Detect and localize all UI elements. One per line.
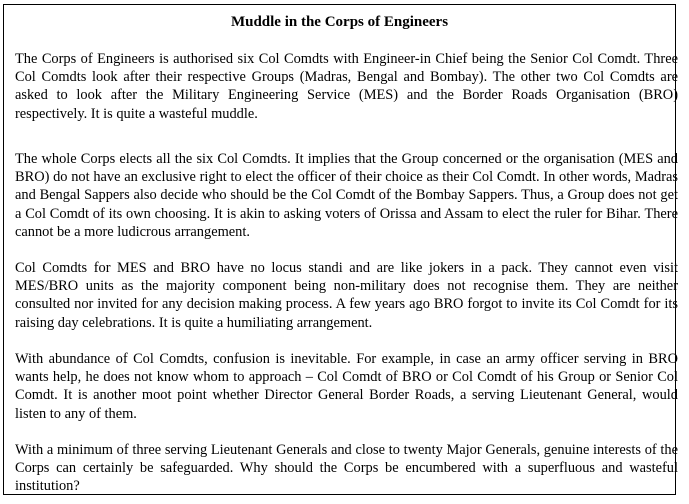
- article-title: Muddle in the Corps of Engineers: [230, 14, 449, 30]
- paragraph-5: With a minimum of three serving Lieutenant Generals and close to twenty Major Generals, genuine interests of the Corps can certainly be safeguarded. Why should the Corps be encumbered with a superfluous and wasteful institution?: [15, 442, 678, 495]
- paragraph-2: The whole Corps elects all the six Col Comdts. It implies that the Group concerned or the organisation (MES and BRO) do not have an exclusive right to elect the officer of their choice as their Col Comdt. In other words, Madras and Bengal Sappers also decide who should be the Col Comdt of the Bombay Sappers. Thus, a Group does not get a Col Comdt of its own choosing. It is akin to asking voters of Orissa and Assam to elect the ruler for Bihar. There cannot be a more ludicrous arrangement.: [15, 151, 678, 240]
- article-box: [3, 4, 676, 495]
- paragraph-3: Col Comdts for MES and BRO have no locus standi and are like jokers in a pack. They cannot even visit MES/BRO units as the majority component being non-military does not recognise them. They are neither consulted nor invited for any decision making process. A few years ago BRO forgot to invite its Col Comdt for its raising day celebrations. It is quite a humiliating arrangement.: [15, 260, 678, 331]
- paragraph-4: With abundance of Col Comdts, confusion is inevitable. For example, in case an army officer serving in BRO wants help, he does not know whom to approach – Col Comdt of BRO or Col Comdt of his Group or Senior Col Comdt. It is another moot point whether Director General Border Roads, a serving Lieutenant General, would listen to any of them.: [15, 351, 678, 422]
- paragraph-1: The Corps of Engineers is authorised six Col Comdts with Engineer-in Chief being the Senior Col Comdt. Three Col Comdts look after their respective Groups (Madras, Bengal and Bombay). The other two Col Comdts are asked to look after the Military Engineering Service (MES) and the Border Roads Organisation (BRO) respectively. It is quite a wasteful muddle.: [15, 51, 678, 122]
